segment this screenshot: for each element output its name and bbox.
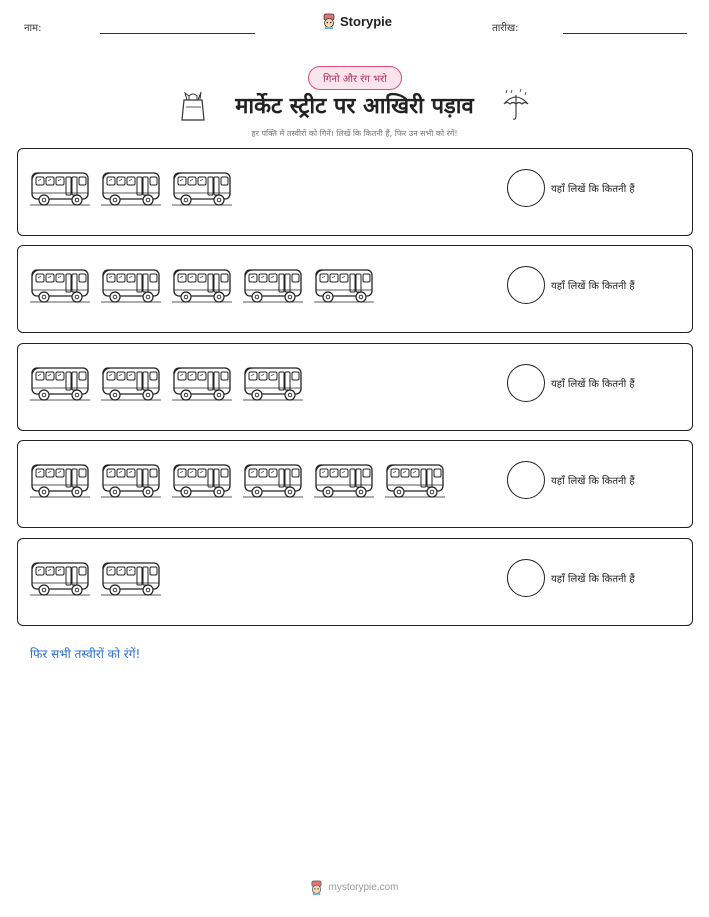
counting-row xyxy=(17,343,693,431)
bus-icon[interactable] xyxy=(172,364,232,404)
picture-strip xyxy=(30,169,232,209)
answer-circle[interactable] xyxy=(507,461,545,499)
title-row xyxy=(0,88,709,126)
answer-label: यहाँ लिखें कि कितनी हैं xyxy=(551,184,635,195)
bus-icon[interactable] xyxy=(243,266,303,306)
page-title: मार्केट स्ट्रीट पर आखिरी पड़ाव xyxy=(235,94,474,119)
bus-icon[interactable] xyxy=(101,461,161,501)
bus-icon[interactable] xyxy=(385,461,445,501)
bus-icon[interactable] xyxy=(101,169,161,209)
bus-icon[interactable] xyxy=(101,364,161,404)
storypie-logo-icon xyxy=(310,880,323,895)
footer xyxy=(0,880,709,895)
picture-strip xyxy=(30,559,161,599)
instructions: हर पंक्ति में तस्वीरों को गिनें। लिखें कि कितनी हैं, फिर उन सभी को रंगें! xyxy=(251,129,458,138)
counting-row xyxy=(17,245,693,333)
footer-note: फिर सभी तस्वीरों को रंगें! xyxy=(30,647,141,661)
answer-label: यहाँ लिखें कि कितनी हैं xyxy=(551,476,635,487)
bus-icon[interactable] xyxy=(243,461,303,501)
counting-row xyxy=(17,440,693,528)
name-write-line[interactable] xyxy=(100,33,255,34)
answer-label: यहाँ लिखें कि कितनी हैं xyxy=(551,574,635,585)
brand-name: Storypie xyxy=(340,13,393,29)
brand xyxy=(322,13,392,29)
worksheet-header xyxy=(0,0,709,50)
answer-label: यहाँ लिखें कि कितनी हैं xyxy=(551,379,635,390)
bus-icon[interactable] xyxy=(30,364,90,404)
answer-circle[interactable] xyxy=(507,266,545,304)
picture-strip xyxy=(30,266,374,306)
date-label: तारीख: xyxy=(492,23,519,34)
date-write-line[interactable] xyxy=(563,33,687,34)
bus-icon[interactable] xyxy=(172,169,232,209)
bus-icon[interactable] xyxy=(314,266,374,306)
answer-circle[interactable] xyxy=(507,364,545,402)
bus-icon[interactable] xyxy=(30,559,90,599)
picture-strip xyxy=(30,461,445,501)
bus-icon[interactable] xyxy=(172,461,232,501)
answer-label: यहाँ लिखें कि कितनी हैं xyxy=(551,281,635,292)
umbrella-icon xyxy=(501,88,531,122)
counting-row xyxy=(17,538,693,626)
counting-row xyxy=(17,148,693,236)
bus-icon[interactable] xyxy=(101,559,161,599)
answer-circle[interactable] xyxy=(507,559,545,597)
name-label: नाम: xyxy=(24,23,42,34)
picture-strip xyxy=(30,364,303,404)
bus-icon[interactable] xyxy=(30,169,90,209)
bus-icon[interactable] xyxy=(243,364,303,404)
bus-icon[interactable] xyxy=(172,266,232,306)
activity-badge: गिनो और रंग भरो xyxy=(308,66,402,90)
answer-circle[interactable] xyxy=(507,169,545,207)
bus-icon[interactable] xyxy=(101,266,161,306)
footer-site: mystorypie.com xyxy=(328,882,399,893)
bus-icon[interactable] xyxy=(30,461,90,501)
bus-icon[interactable] xyxy=(314,461,374,501)
bus-icon[interactable] xyxy=(30,266,90,306)
storypie-logo-icon xyxy=(322,13,336,29)
